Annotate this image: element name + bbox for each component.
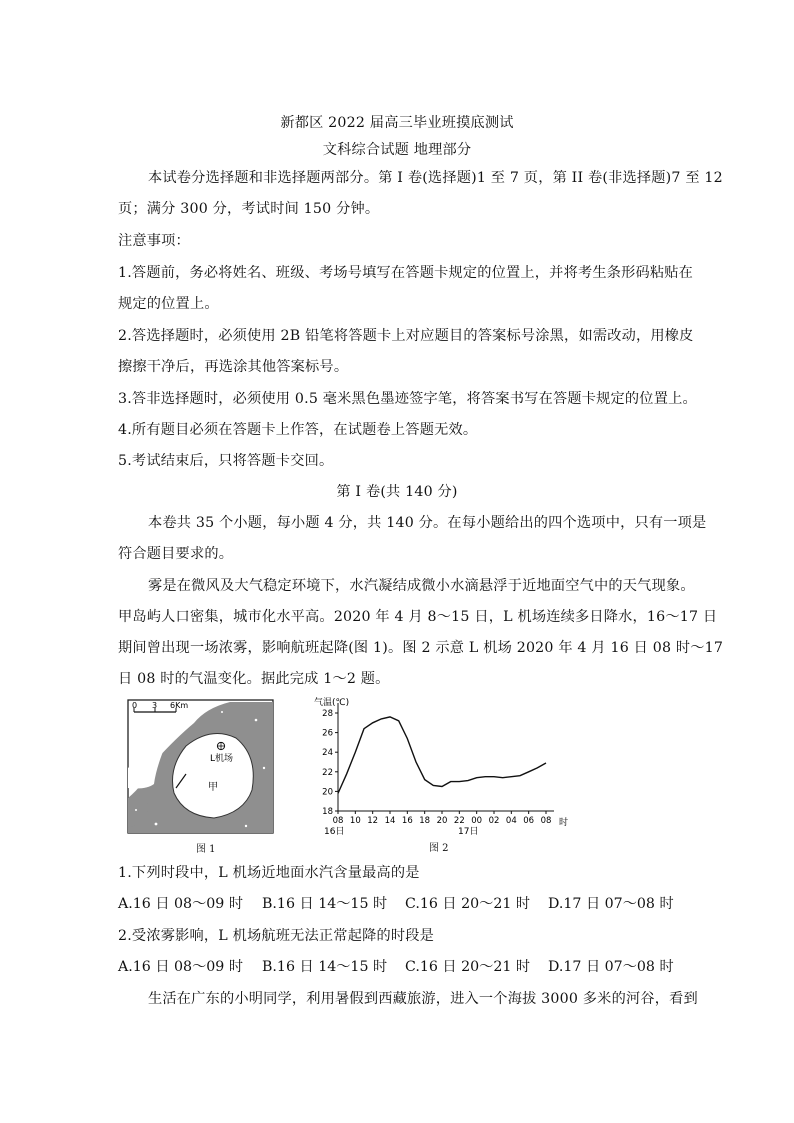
x-tick-label: 16	[401, 816, 413, 826]
scale-tick-6km: 6Km	[170, 701, 189, 710]
x-tick-label: 06	[523, 816, 535, 826]
passage-line-4: 日 08 时的气温变化。据此完成 1～2 题。	[118, 671, 390, 687]
question-2-stem: 2.受浓雾影响，L 机场航班无法正常起降的时段是	[118, 928, 435, 944]
chart-axes	[338, 703, 554, 811]
island-label: 甲	[208, 782, 218, 793]
y-tick-label: 26	[322, 728, 333, 739]
q2-option-a: A.16 日 08～09 时	[118, 959, 244, 975]
intro-line-2: 页；满分 300 分，考试时间 150 分钟。	[118, 201, 380, 217]
figure-1-caption: 图 1	[196, 844, 216, 855]
section-desc-1: 本卷共 35 个小题，每小题 4 分，共 140 分。在每小题给出的四个选项中，只有一项是	[148, 515, 707, 531]
passage-line-3: 期间曾出现一场浓雾，影响航班起降(图 1)。图 2 示意 L 机场 2020 年 4 月 16 日 08 时～17	[118, 640, 724, 656]
y-tick-label: 18	[322, 807, 333, 817]
y-axis-label: 气温(℃)	[314, 698, 350, 708]
y-tick-label: 20	[322, 787, 333, 798]
scale-tick-3: 3	[152, 701, 158, 710]
x-tick-label: 14	[384, 816, 396, 826]
x-axis-unit: 时	[559, 818, 569, 828]
y-tick-label: 28	[322, 709, 333, 719]
note-2b: 擦擦干净后，再选涂其他答案标号。	[118, 359, 349, 375]
figure-1-map	[126, 698, 276, 850]
note-5: 5.考试结束后，只将答题卡交回。	[118, 453, 334, 469]
note-4: 4.所有题目必须在答题卡上作答，在试题卷上答题无效。	[118, 422, 478, 438]
x-tick-label: 08	[540, 816, 552, 826]
passage-line-1: 雾是在微风及大气稳定环境下，水汽凝结成微小水滴悬浮于近地面空气中的天气现象。	[148, 578, 695, 594]
q2-option-b: B.16 日 14～15 时	[262, 959, 388, 975]
chart-ticks	[322, 709, 551, 826]
day-label-17: 17日	[458, 827, 479, 835]
x-tick-label: 20	[436, 816, 448, 826]
q2-option-d: D.17 日 07～08 时	[548, 959, 674, 975]
question-1-stem: 1.下列时段中，L 机场近地面水汽含量最高的是	[118, 865, 420, 881]
q1-option-d: D.17 日 07～08 时	[548, 896, 674, 912]
exam-title: 新都区 2022 届高三毕业班摸底测试	[280, 115, 514, 131]
note-1b: 规定的位置上。	[118, 296, 219, 312]
x-tick-label: 02	[488, 816, 500, 826]
scale-tick-0: 0	[132, 701, 138, 710]
q2-option-c: C.16 日 20～21 时	[405, 959, 531, 975]
x-tick-label: 22	[453, 816, 465, 826]
figure-2-chart	[300, 693, 580, 835]
q1-option-a: A.16 日 08～09 时	[118, 896, 244, 912]
q1-option-b: B.16 日 14～15 时	[262, 896, 388, 912]
exam-subtitle: 文科综合试题 地理部分	[322, 142, 472, 158]
section-title: 第 I 卷(共 140 分)	[336, 484, 458, 500]
note-2a: 2.答选择题时，必须使用 2B 铅笔将答题卡上对应题目的答案标号涂黑，如需改动，用橡皮	[118, 328, 694, 344]
notes-heading: 注意事项：	[118, 233, 190, 249]
tail-passage-line-1: 生活在广东的小明同学，利用暑假到西藏旅游，进入一个海拔 3000 多米的河谷，看到	[148, 991, 698, 1007]
y-tick-label: 24	[322, 748, 333, 759]
day-label-16: 16日	[324, 827, 345, 835]
temperature-series-line	[338, 717, 546, 794]
x-tick-label: 04	[505, 816, 517, 826]
x-tick-label: 18	[419, 816, 431, 826]
note-3: 3.答非选择题时，必须使用 0.5 毫米黑色墨迹签字笔，将答案书写在答题卡规定的位置上。	[118, 391, 697, 407]
x-tick-label: 08	[332, 816, 344, 826]
x-tick-label: 10	[349, 816, 361, 826]
intro-line-1: 本试卷分选择题和非选择题两部分。第 I 卷(选择题)1 至 7 页，第 II 卷(非选择题)7 至 12	[148, 170, 723, 186]
airport-label: L机场	[210, 754, 234, 764]
x-tick-label: 12	[367, 816, 379, 826]
y-tick-label: 22	[322, 767, 333, 778]
q1-option-c: C.16 日 20～21 时	[405, 896, 531, 912]
x-tick-label: 00	[471, 816, 483, 826]
section-desc-2: 符合题目要求的。	[118, 546, 234, 562]
passage-line-2: 甲岛屿人口密集，城市化水平高。2020 年 4 月 8～15 日，L 机场连续多日降水，16～17 日	[118, 609, 718, 625]
note-1a: 1.答题前，务必将姓名、班级、考场号填写在答题卡规定的位置上，并将考生条形码粘贴在	[118, 265, 694, 281]
figure-2-caption: 图 2	[429, 843, 449, 854]
